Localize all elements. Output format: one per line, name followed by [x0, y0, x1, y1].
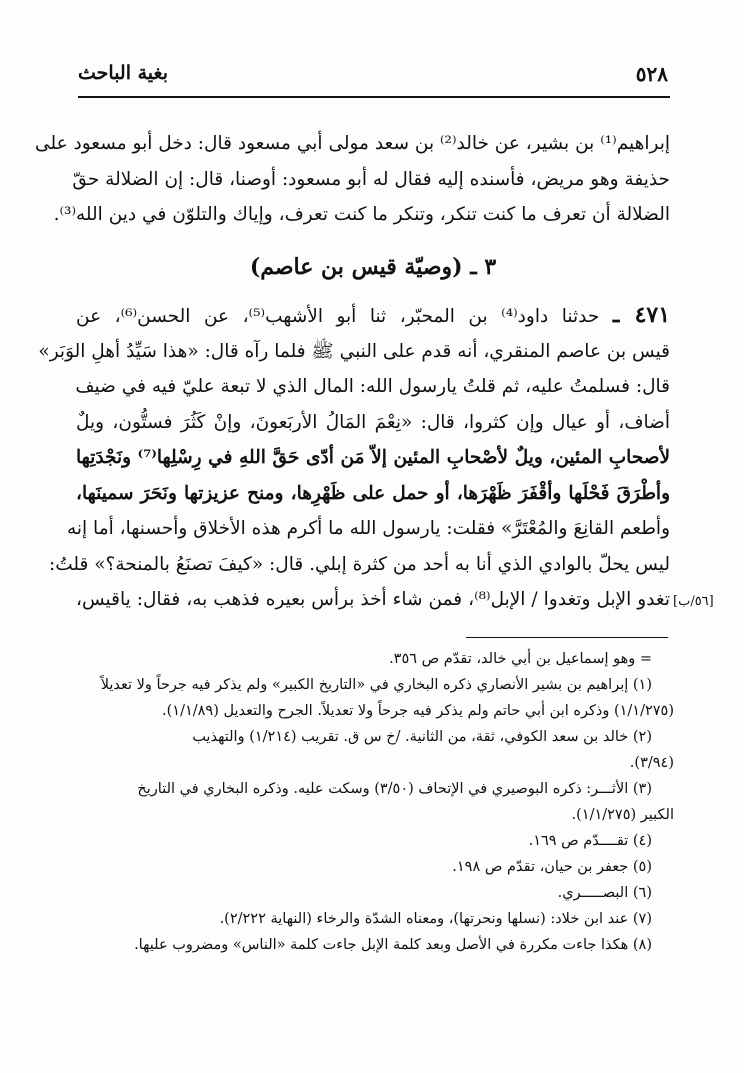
footnote-line: (٥) جعفر بن حيان، تقدّم ص ١٩٨. — [452, 859, 652, 875]
hadith-first-line — [76, 298, 670, 334]
footnotes — [84, 646, 674, 958]
manuscript-folio-note: [٥٦/ب] — [673, 594, 714, 609]
footnote-line: (٨) هكذا جاءت مكررة في الأصل وبعد كلمة الإبل جاءت كلمة «الناس» ومضروب عليها. — [134, 937, 652, 953]
hadith-line: أضاف، أو عيال وإن كثروا، قال: «نِعْمَ المَالُ الأربَعونَ، وإنْ كَثُرَ فستُّون، ويلٌ — [76, 411, 670, 433]
footnote-line: (٦) البصـــــري. — [557, 885, 652, 901]
paragraph-line: إبراهيم⁽¹⁾ بن بشير، عن خالد⁽²⁾ بن سعد مولى أبي مسعود قال: دخل أبو مسعود على — [35, 133, 670, 154]
hadith-number: ٤٧١ ـ — [612, 302, 671, 328]
footnote-line: (٣) الأثـــر: ذكره البوصيري في الإتحاف (٣/٥٠) وسكت عليه. وذكره البخاري في التاريخ — [137, 781, 652, 797]
page-header — [78, 62, 668, 92]
footnote-divider — [466, 637, 668, 638]
footnote-line: (١/١/٢٧٥) وذكره ابن أبي حاتم ولم يذكر فيه جرحاً ولا تعديلاً. الجرح والتعديل (١/١/٨٩). — [162, 703, 674, 719]
footnote-line: (٣/٩٤). — [629, 755, 674, 771]
paragraph-line: حذيفة وهو مريض، فأسنده إليه فقال له أبو مسعود: أوصنا، قال: إن الضلالة حقّ — [72, 168, 670, 190]
hadith-line-text: حدثنا داود⁽⁴⁾ بن المحبّر، ثنا أبو الأشهب⁽⁵⁾، عن الحسن⁽⁶⁾، عن — [76, 306, 600, 327]
footnote-line: الكبير (١/١/٢٧٥). — [571, 807, 674, 823]
footnote-line: (٢) خالد بن سعد الكوفي، ثقة، من الثانية. /خ س ق. تقريب (١/٢١٤) والتهذيب — [192, 729, 652, 745]
opening-paragraph — [35, 126, 670, 233]
hadith-line: ليس يحلّ بالوادي الذي أنا به أحد من كثرة إبلي. قال: «كيفَ تصنَعُ بالمنحة؟» قلتُ: — [48, 553, 670, 575]
page-number: ٥٢٨ — [635, 62, 668, 86]
paragraph-line: الضلالة أن تعرف ما كنت تنكر، وتنكر ما كنت تعرف، وإياك والتلوّن في دين الله⁽³⁾. — [53, 204, 670, 225]
hadith-line: تغدو الإبل وتغدوا / الإبل⁽⁸⁾، فمن شاء أخذ برأس بعيره فذهب به، فقال: ياقيس، — [76, 589, 670, 610]
header-divider — [78, 96, 670, 98]
footnote-line: (٧) عند ابن خلاد: (نسلها ونحرتها)، ومعناه الشدّة والرخاء (النهاية ٢/٢٢٢). — [219, 911, 652, 927]
hadith-line: قيس بن عاصم المنقري، أنه قدم على النبي ﷺ فلما رآه قال: «هذا سَيِّدُ أهلِ الوَبَر» — [38, 340, 670, 362]
hadith-line: وأطعم القانِعَ والمُعْتَرَّ» فقلت: يارسول الله ما أكرم هذه الأخلاق وأحسنها، أما إنه — [66, 518, 670, 539]
footnote-line: = وهو إسماعيل بن أبي خالد، تقدّم ص ٣٥٦. — [389, 651, 652, 667]
footnote-line: (٤) تقــــدّم ص ١٦٩. — [528, 833, 652, 849]
hadith-line: وأطْرَقَ فَحْلَها وأقْفَرَ ظَهْرَها، أو حمل على ظَهْرِها، ومنح عزيزتها ونَحَرَ سمينَها، — [76, 482, 671, 504]
footnote-line: (١) إبراهيم بن بشير الأنصاري ذكره البخاري في «التاريخ الكبير» ولم يذكر فيه جرحاً ولا تعديلاً — [100, 677, 652, 693]
section-title: ٣ ـ (وصيّة قيس بن عاصم) — [249, 254, 497, 280]
hadith-line: لأصحابِ المئين، ويلٌ لأصْحابِ المئين إلاّ مَن أدّى حَقَّ اللهِ في رِسْلِها⁽⁷⁾ ونَجْدَتِها — [76, 447, 670, 468]
book-title: بغية الباحث — [78, 62, 168, 84]
hadith-paragraph — [38, 298, 671, 618]
hadith-line: قال: فسلمتُ عليه، ثم قلتُ يارسول الله: المال الذي لا تبعة عليّ فيه في ضيف — [75, 376, 670, 397]
